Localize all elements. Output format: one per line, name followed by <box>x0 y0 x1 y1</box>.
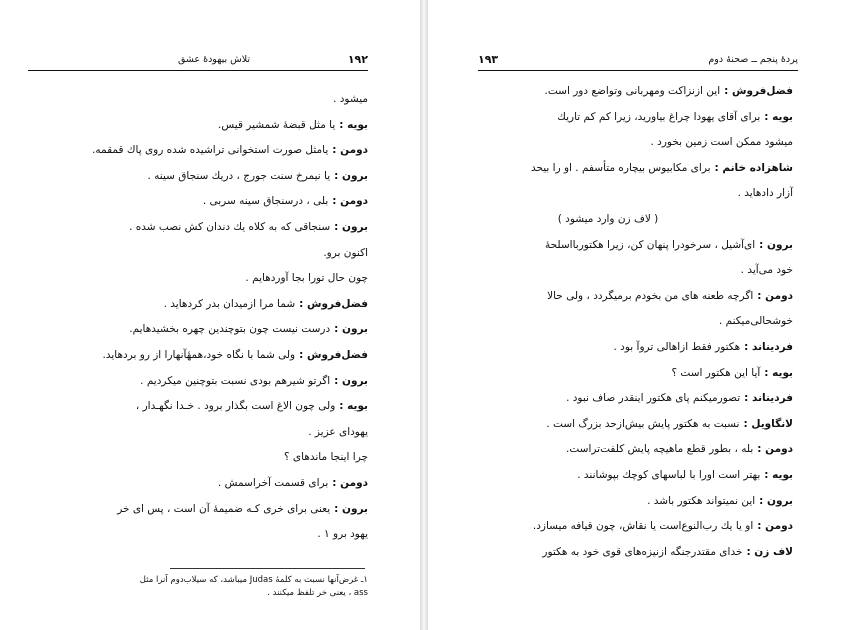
dialogue-text: ولی شما با نگاه خود،همهٔآنهارا از رو بردهاید. <box>102 349 296 361</box>
left-running-title: تلاش بیهودهٔ عشق <box>178 54 251 65</box>
right-page-number: ۱۹۳ <box>478 53 499 66</box>
dialogue-text: ( لاف زن وارد میشود ) <box>557 213 659 225</box>
dialogue-text: خوشحالی‌میکنم . <box>718 315 793 328</box>
text-line <box>650 135 793 149</box>
text-line <box>317 527 368 541</box>
text-line <box>284 450 368 464</box>
left-page-header <box>28 53 368 71</box>
dialogue-text: این نمیتواند هکتور باشد . <box>647 494 756 507</box>
text-line <box>577 468 793 482</box>
dialogue-text: یعنی برای خری کـه ضمیمهٔ آن است ، پس ای خر <box>117 502 331 515</box>
text-line <box>203 194 368 208</box>
text-line <box>103 348 368 362</box>
left-header-rule <box>28 70 368 71</box>
text-line <box>547 289 793 303</box>
speaker-name: فضل‌فروش : <box>299 297 368 310</box>
dialogue-text: یامثل صورت استخوانی تراشیده شده روی پاك قمقمه. <box>92 144 329 157</box>
speaker-name: فردیناند : <box>744 341 793 353</box>
dialogue-text: نسبت به هکتور پایش بیش‌ازحد بزرگ است . <box>546 417 740 430</box>
dialogue-text: اکنون برو. <box>323 246 368 259</box>
text-line <box>542 545 793 559</box>
dialogue-text: اگرتو شیرهم بودی نسبت بتوچنین میکردیم . <box>140 374 331 387</box>
text-line <box>671 366 793 380</box>
speaker-name: فردیناند : <box>744 392 793 405</box>
dialogue-text: شما مرا ازمیدان بدر کردهاید . <box>163 297 296 310</box>
speaker-name: برون : <box>334 502 368 515</box>
speaker-name: دومن : <box>332 477 368 489</box>
text-line <box>545 84 793 98</box>
speaker-name: بویه : <box>339 400 368 413</box>
dialogue-text: چون حال تورا بجا آوردهایم . <box>245 272 368 285</box>
dialogue-text: اگرچه طعنه های من بخودم برمیگردد ، ولی حالا <box>547 289 754 302</box>
text-line <box>533 519 793 533</box>
right-header-rule <box>478 70 798 71</box>
left-page <box>0 0 420 630</box>
text-line <box>545 238 793 252</box>
text-line <box>566 391 793 405</box>
right-running-title: پردهٔ پنجم ــ صحنهٔ دوم <box>708 54 798 65</box>
dialogue-text: سنجاقی که به کلاه یك دندان کش نصب شده . <box>129 221 331 233</box>
text-line <box>741 263 793 277</box>
text-line <box>719 314 793 328</box>
dialogue-text: یهود برو ۱ . <box>317 528 368 541</box>
dialogue-text: این ازنزاکت ومهربانی وتواضع دور است. <box>544 85 721 97</box>
text-line <box>136 399 368 413</box>
text-line <box>531 161 793 175</box>
dialogue-text: برای قسمت آخراسمش . <box>217 477 329 489</box>
text-line <box>738 186 793 200</box>
text-line <box>129 220 368 234</box>
speaker-name: بویه : <box>764 110 793 123</box>
speaker-name: شاهزاده خانم : <box>714 161 793 174</box>
speaker-name: برون : <box>334 169 368 182</box>
dialogue-text: بهتر است اورا با لباسهای کوچك بپوشانند . <box>577 469 761 481</box>
text-line <box>333 92 368 106</box>
speaker-name: فضل‌فروش : <box>724 85 793 97</box>
dialogue-text: برای آقای یهودا چراغ بیاورید، زیرا کم کم تاریك <box>557 110 761 123</box>
text-line <box>117 502 368 516</box>
speaker-name: بویه : <box>339 118 368 131</box>
dialogue-text: میشود ممکن است زمین بخورد . <box>650 136 793 149</box>
dialogue-text: ای‌آشیل ، سرخودرا پنهان کن، زیرا هکتوربااسلحهٔ <box>544 238 756 251</box>
text-line <box>92 143 368 157</box>
dialogue-text: خود می‌آید . <box>740 264 793 277</box>
footnote-line: ۱ـ غرض‌آنها نسبت به کلمهٔ Judas میباشد، که سیلاب‌دوم آنرا مثل <box>139 575 368 585</box>
dialogue-text: چرا اینجا ماندهای ؟ <box>284 451 368 464</box>
footnote-rule <box>170 568 365 569</box>
speaker-name: لاف زن : <box>746 545 793 558</box>
dialogue-text: او یا یك رب‌النوع‌است یا نقاش، چون قیافه میسازد. <box>532 520 754 533</box>
dialogue-text: یا نیمرخ سنت جورج ، دریك سنجاق سینه . <box>147 169 331 182</box>
dialogue-text: درست نیست چون بتوچندین چهره بخشیدهایم. <box>129 323 331 336</box>
dialogue-text: آیا این هکتور است ؟ <box>671 366 761 379</box>
speaker-name: دومن : <box>757 289 793 302</box>
text-line <box>218 118 368 132</box>
right-page-header <box>478 53 798 71</box>
text-line <box>647 494 793 508</box>
speaker-name: برون : <box>334 374 368 387</box>
dialogue-text: تصورمیکنم پای هکتور اینقدر صاف نبود . <box>566 392 741 405</box>
text-line <box>557 110 793 124</box>
dialogue-text: برای مکابیوس بیچاره متأسفم . او را بیحد <box>530 161 711 174</box>
book-gutter <box>420 0 428 630</box>
text-line <box>147 169 368 183</box>
dialogue-text: بله ، بطور قطع ماهیچه پایش کلفت‌تراست. <box>566 443 754 456</box>
speaker-name: برون : <box>334 323 368 336</box>
speaker-name: بویه : <box>764 366 793 379</box>
speaker-name: برون : <box>759 238 793 251</box>
speaker-name: برون : <box>334 221 368 233</box>
text-line <box>129 322 368 336</box>
text-line <box>164 297 368 311</box>
speaker-name: بویه : <box>764 469 793 481</box>
right-page <box>428 0 849 630</box>
speaker-name: دومن : <box>757 443 793 456</box>
dialogue-text: یا مثل قبضهٔ شمشیر قیس. <box>218 118 336 131</box>
text-line <box>323 246 368 260</box>
dialogue-text: میشود . <box>333 93 368 105</box>
speaker-name: فضل‌فروش : <box>299 349 368 361</box>
dialogue-text: هکتور فقط ازاهالی تروآ بود . <box>613 341 741 353</box>
speaker-name: برون : <box>759 494 793 507</box>
text-line <box>218 476 368 490</box>
text-line <box>428 212 788 226</box>
dialogue-text: خدای مقتدرجنگه ازنیزه‌های قوی خود به هکتور <box>542 545 743 558</box>
speaker-name: دومن : <box>757 520 793 533</box>
text-line <box>614 340 794 354</box>
footnote-line: ass ، یعنی خر تلفظ میکنند . <box>267 588 368 598</box>
dialogue-text: آزار دادهاید . <box>737 187 793 200</box>
dialogue-text: بلی ، درسنجاق سینه سربی . <box>202 195 329 208</box>
dialogue-text: ولی چون الاغ است بگذار برود . خـدا نگهـدار ، <box>135 400 336 413</box>
text-line <box>308 425 368 439</box>
text-line <box>245 271 368 285</box>
text-line <box>546 417 793 431</box>
text-line <box>140 374 368 388</box>
speaker-name: دومن : <box>332 144 368 157</box>
left-page-number: ۱۹۲ <box>347 53 368 66</box>
text-line <box>566 442 793 456</box>
speaker-name: دومن : <box>332 195 368 208</box>
speaker-name: لانگاویل : <box>743 417 793 430</box>
dialogue-text: یهودای عزیز . <box>308 425 368 438</box>
